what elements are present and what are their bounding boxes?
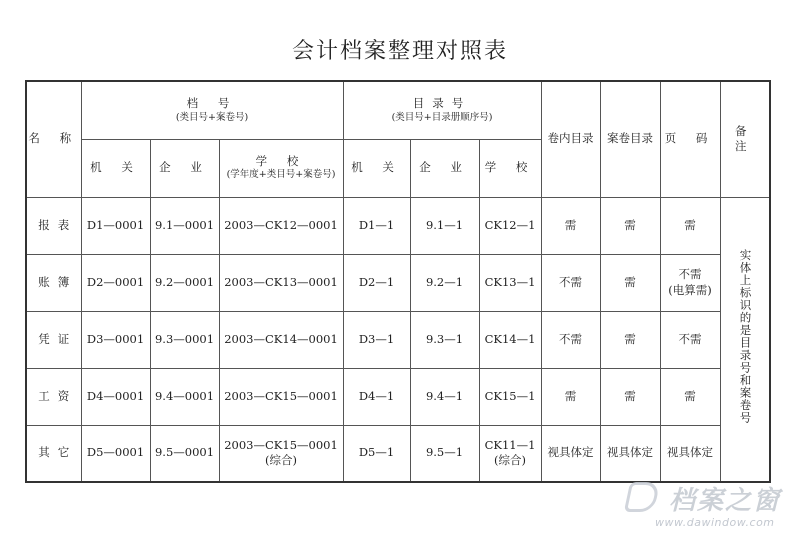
page-no-note: (电算需) [668, 282, 712, 297]
inner-catalog-cell: 需 [541, 368, 600, 425]
inner-catalog-cell: 不需 [541, 311, 600, 368]
page-no-cell [660, 311, 720, 368]
header-archive-no [81, 81, 343, 139]
header-archive-enterprise: 企 业 [150, 139, 219, 197]
catalog-school-value: CK15—1 [484, 388, 536, 403]
header-name: 名 称 [26, 81, 81, 197]
archive-org-cell: D5—0001 [81, 425, 150, 482]
page-no-cell [660, 368, 720, 425]
inner-catalog-cell: 需 [541, 197, 600, 254]
header-archive-school-sub: (学年度+类目号+案卷号) [226, 169, 336, 181]
case-catalog-cell: 需 [600, 254, 660, 311]
catalog-org-cell: D4—1 [343, 368, 410, 425]
case-catalog-cell: 视具体定 [600, 425, 660, 482]
inner-catalog-cell: 不需 [541, 254, 600, 311]
row-name: 凭证 [26, 311, 81, 368]
row-name: 工资 [26, 368, 81, 425]
page-no-cell [660, 197, 720, 254]
header-remark: 备 注 [720, 81, 770, 197]
archive-table [25, 80, 771, 483]
archive-org-cell: D3—0001 [81, 311, 150, 368]
archive-school-value: 2003—CK14—0001 [224, 331, 338, 346]
table-row [26, 311, 770, 368]
archive-school-value: 2003—CK13—0001 [224, 274, 338, 289]
header-catalog-enterprise: 企 业 [410, 139, 479, 197]
table-row [26, 254, 770, 311]
catalog-school-value: CK13—1 [484, 274, 536, 289]
inner-catalog-cell: 视具体定 [541, 425, 600, 482]
catalog-org-cell: D1—1 [343, 197, 410, 254]
catalog-school-value: CK11—1 [484, 437, 536, 452]
case-catalog-cell: 需 [600, 197, 660, 254]
page-no-value: 需 [684, 388, 696, 403]
header-archive-no-sub: (类目号+案卷号) [175, 111, 249, 123]
archive-school-value: 2003—CK12—0001 [224, 217, 338, 232]
archive-enterprise-cell: 9.5—0001 [150, 425, 219, 482]
archive-org-cell: D4—0001 [81, 368, 150, 425]
remark-cell [720, 197, 770, 482]
archive-school-cell [219, 311, 343, 368]
catalog-org-cell: D2—1 [343, 254, 410, 311]
catalog-school-cell [479, 197, 541, 254]
page-no-cell [660, 254, 720, 311]
header-catalog-no-label: 目录号 [412, 96, 472, 111]
header-inner-catalog: 卷内目录 [541, 81, 600, 197]
archive-school-cell [219, 254, 343, 311]
header-archive-school [219, 139, 343, 197]
catalog-school-cell [479, 368, 541, 425]
catalog-school-value: CK14—1 [484, 331, 536, 346]
catalog-school-cell [479, 425, 541, 482]
archive-school-value: 2003—CK15—0001 [224, 437, 338, 452]
header-archive-org: 机 关 [81, 139, 150, 197]
header-catalog-school: 学 校 [479, 139, 541, 197]
header-page-no: 页 码 [660, 81, 720, 197]
catalog-enterprise-cell: 9.4—1 [410, 368, 479, 425]
page-no-value: 不需 [678, 266, 702, 281]
catalog-school-note: (综合) [494, 453, 527, 468]
header-archive-school-label: 学 校 [255, 153, 307, 168]
table-row [26, 425, 770, 482]
catalog-enterprise-cell: 9.1—1 [410, 197, 479, 254]
page-no-cell [660, 425, 720, 482]
archive-enterprise-cell: 9.2—0001 [150, 254, 219, 311]
archive-enterprise-cell: 9.1—0001 [150, 197, 219, 254]
page-no-value: 视具体定 [667, 445, 714, 460]
header-catalog-no [343, 81, 541, 139]
case-catalog-cell: 需 [600, 368, 660, 425]
table-row [26, 368, 770, 425]
archive-org-cell: D1—0001 [81, 197, 150, 254]
remark-text: 实体上标识的是目录号和案卷号 [738, 249, 753, 425]
header-catalog-org: 机 关 [343, 139, 410, 197]
archive-org-cell: D2—0001 [81, 254, 150, 311]
catalog-enterprise-cell: 9.3—1 [410, 311, 479, 368]
page-title: 会计档案整理对照表 [291, 39, 508, 64]
catalog-enterprise-cell: 9.2—1 [410, 254, 479, 311]
catalog-enterprise-cell: 9.5—1 [410, 425, 479, 482]
d-logo-icon [624, 482, 660, 512]
header-case-catalog: 案卷目录 [600, 81, 660, 197]
watermark-logo-text: 档案之窗 [669, 486, 782, 516]
archive-school-note: (综合) [265, 453, 297, 468]
catalog-org-cell: D3—1 [343, 311, 410, 368]
header-catalog-no-sub: (类目号+目录册顺序号) [391, 111, 493, 123]
archive-school-cell [219, 197, 343, 254]
watermark-url: www.dawindow.com [655, 516, 775, 529]
case-catalog-cell: 需 [600, 311, 660, 368]
catalog-school-value: CK12—1 [484, 217, 536, 232]
table-row [26, 197, 770, 254]
catalog-org-cell: D5—1 [343, 425, 410, 482]
archive-school-value: 2003—CK15—0001 [224, 388, 338, 403]
archive-enterprise-cell: 9.3—0001 [150, 311, 219, 368]
row-name: 账簿 [26, 254, 81, 311]
page-no-value: 需 [684, 217, 696, 232]
watermark [625, 480, 795, 532]
header-archive-no-label: 档 号 [186, 96, 238, 111]
row-name: 报表 [26, 197, 81, 254]
archive-school-cell [219, 368, 343, 425]
catalog-school-cell [479, 311, 541, 368]
archive-enterprise-cell: 9.4—0001 [150, 368, 219, 425]
archive-school-cell [219, 425, 343, 482]
page-no-value: 不需 [678, 331, 702, 346]
catalog-school-cell [479, 254, 541, 311]
row-name: 其它 [26, 425, 81, 482]
